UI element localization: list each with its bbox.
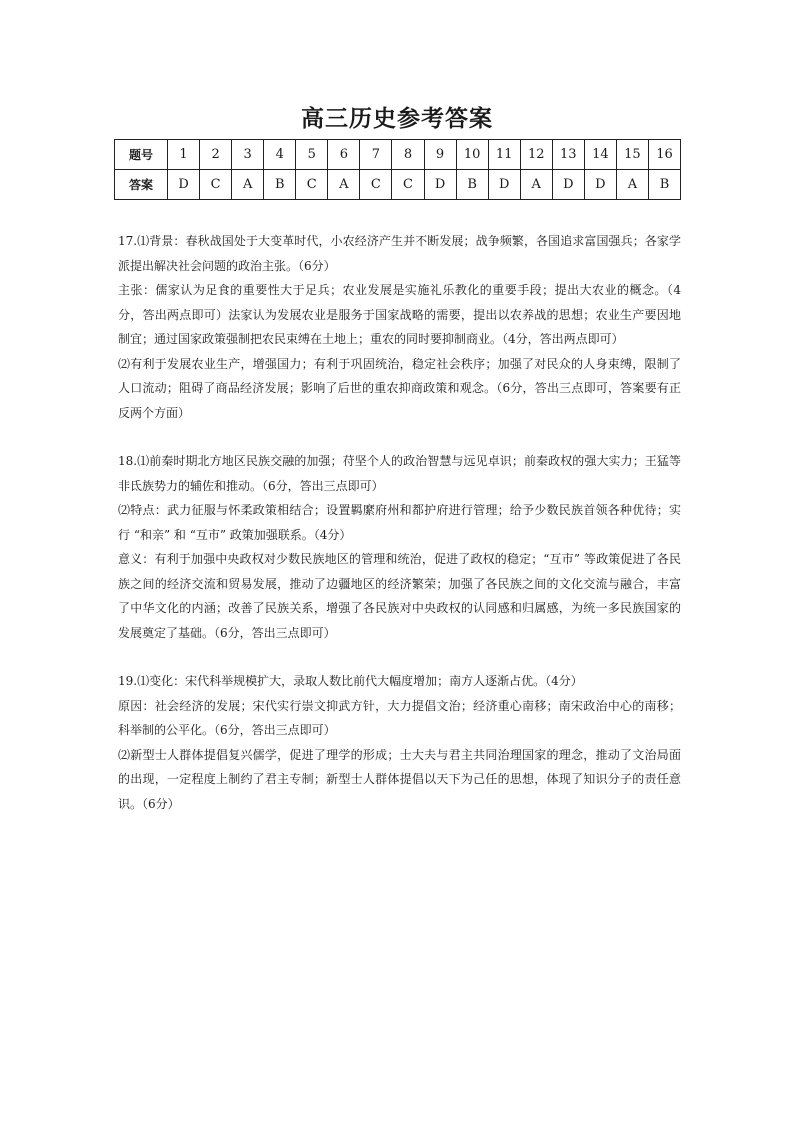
q17-claims: 主张：儒家认为足食的重要性大于足兵；农业发展是实施礼乐教化的重要手段；提出大农业的概念。（4分，答出两点即可）法家认为发展农业是服务于国家战略的需要，提出以农养战的思想；农业生产要因地制宜；通过国家政策强制把农民束缚在土地上；重农的同时要抑制商业。（4分，答出两点即可） bbox=[118, 283, 681, 346]
question-number-cell: 9 bbox=[424, 140, 456, 170]
number-row bbox=[115, 140, 681, 170]
question-number-cell: 5 bbox=[296, 140, 328, 170]
answer-cell: D bbox=[552, 170, 584, 200]
question-number-cell: 6 bbox=[328, 140, 360, 170]
answer-cell: D bbox=[488, 170, 520, 200]
section-gap bbox=[118, 425, 681, 449]
answer-cell: B bbox=[264, 170, 296, 200]
answer-table bbox=[114, 139, 681, 200]
q18-features: ⑵特点：武力征服与怀柔政策相结合；设置羁縻府州和都护府进行管理；给予少数民族首领各种优待；实行 “和亲” 和 “互市” 政策加强联系。（4分） bbox=[118, 503, 681, 542]
question-number-cell: 14 bbox=[584, 140, 616, 170]
q19-part2: ⑵新型士人群体提倡复兴儒学，促进了理学的形成；士大夫与君主共同治理国家的理念，推动了文治局面的出现，一定程度上制约了君主专制；新型士人群体提倡以天下为己任的思想，体现了知识分子的责任意识。（6分） bbox=[118, 747, 681, 811]
question-number-cell: 16 bbox=[648, 140, 680, 170]
number-row-label: 题号 bbox=[115, 140, 168, 170]
answer-cell: B bbox=[456, 170, 488, 200]
question-number-cell: 15 bbox=[616, 140, 648, 170]
answer-cell: B bbox=[648, 170, 680, 200]
answer-cell: A bbox=[328, 170, 360, 200]
section-gap bbox=[118, 645, 681, 669]
q19-reasons: 原因：社会经济的发展；宋代实行崇文抑武方针，大力提倡文治；经济重心南移；南宋政治中心的南移；科举制的公平化。（6分，答出三点即可） bbox=[118, 698, 681, 737]
question-number-cell: 1 bbox=[168, 140, 200, 170]
question-number-cell: 7 bbox=[360, 140, 392, 170]
answer-row-label: 答案 bbox=[115, 170, 168, 200]
answer-content bbox=[118, 229, 681, 816]
q17-background: 17.⑴背景：春秋战国处于大变革时代，小农经济产生并不断发展；战争频繁，各国追求富国强兵；各家学派提出解决社会问题的政治主张。（6分） bbox=[118, 234, 681, 273]
answer-cell: D bbox=[424, 170, 456, 200]
question-number-cell: 8 bbox=[392, 140, 424, 170]
answer-cell: C bbox=[392, 170, 424, 200]
answer-cell: D bbox=[584, 170, 616, 200]
answer-cell: C bbox=[360, 170, 392, 200]
question-number-cell: 12 bbox=[520, 140, 552, 170]
answer-cell: A bbox=[616, 170, 648, 200]
answer-row bbox=[115, 170, 681, 200]
q18-part1: 18.⑴前秦时期北方地区民族交融的加强；苻坚个人的政治智慧与远见卓识；前秦政权的强大实力；王猛等非氐族势力的辅佐和推动。（6分，答出三点即可） bbox=[118, 454, 681, 493]
answer-cell: C bbox=[200, 170, 232, 200]
answer-cell: A bbox=[232, 170, 264, 200]
q17-part2: ⑵有利于发展农业生产，增强国力；有利于巩固统治，稳定社会秩序；加强了对民众的人身束缚，限制了人口流动；阻碍了商品经济发展；影响了后世的重农抑商政策和观念。（6分，答出三点即可，答案要有正反两个方面） bbox=[118, 356, 681, 420]
question-number-cell: 2 bbox=[200, 140, 232, 170]
question-number-cell: 4 bbox=[264, 140, 296, 170]
question-number-cell: 10 bbox=[456, 140, 488, 170]
page-title: 高三历史参考答案 bbox=[301, 106, 493, 132]
question-number-cell: 3 bbox=[232, 140, 264, 170]
q19-changes: 19.⑴变化：宋代科举规模扩大，录取人数比前代大幅度增加；南方人逐渐占优。（4分） bbox=[118, 674, 583, 688]
question-number-cell: 11 bbox=[488, 140, 520, 170]
answer-cell: D bbox=[168, 170, 200, 200]
q18-significance: 意义：有利于加强中央政权对少数民族地区的管理和统治，促进了政权的稳定；“互市” 等政策促进了各民族之间的经济交流和贸易发展，推动了边疆地区的经济繁荣；加强了各民族之间的文化交流与融合，丰富了中华文化的内涵；改善了民族关系，增强了各民族对中央政权的认同感和归属感，为统一多民族国家的发展奠定了基础。（6分，答出三点即可） bbox=[118, 552, 681, 640]
answer-cell: A bbox=[520, 170, 552, 200]
question-number-cell: 13 bbox=[552, 140, 584, 170]
answer-cell: C bbox=[296, 170, 328, 200]
